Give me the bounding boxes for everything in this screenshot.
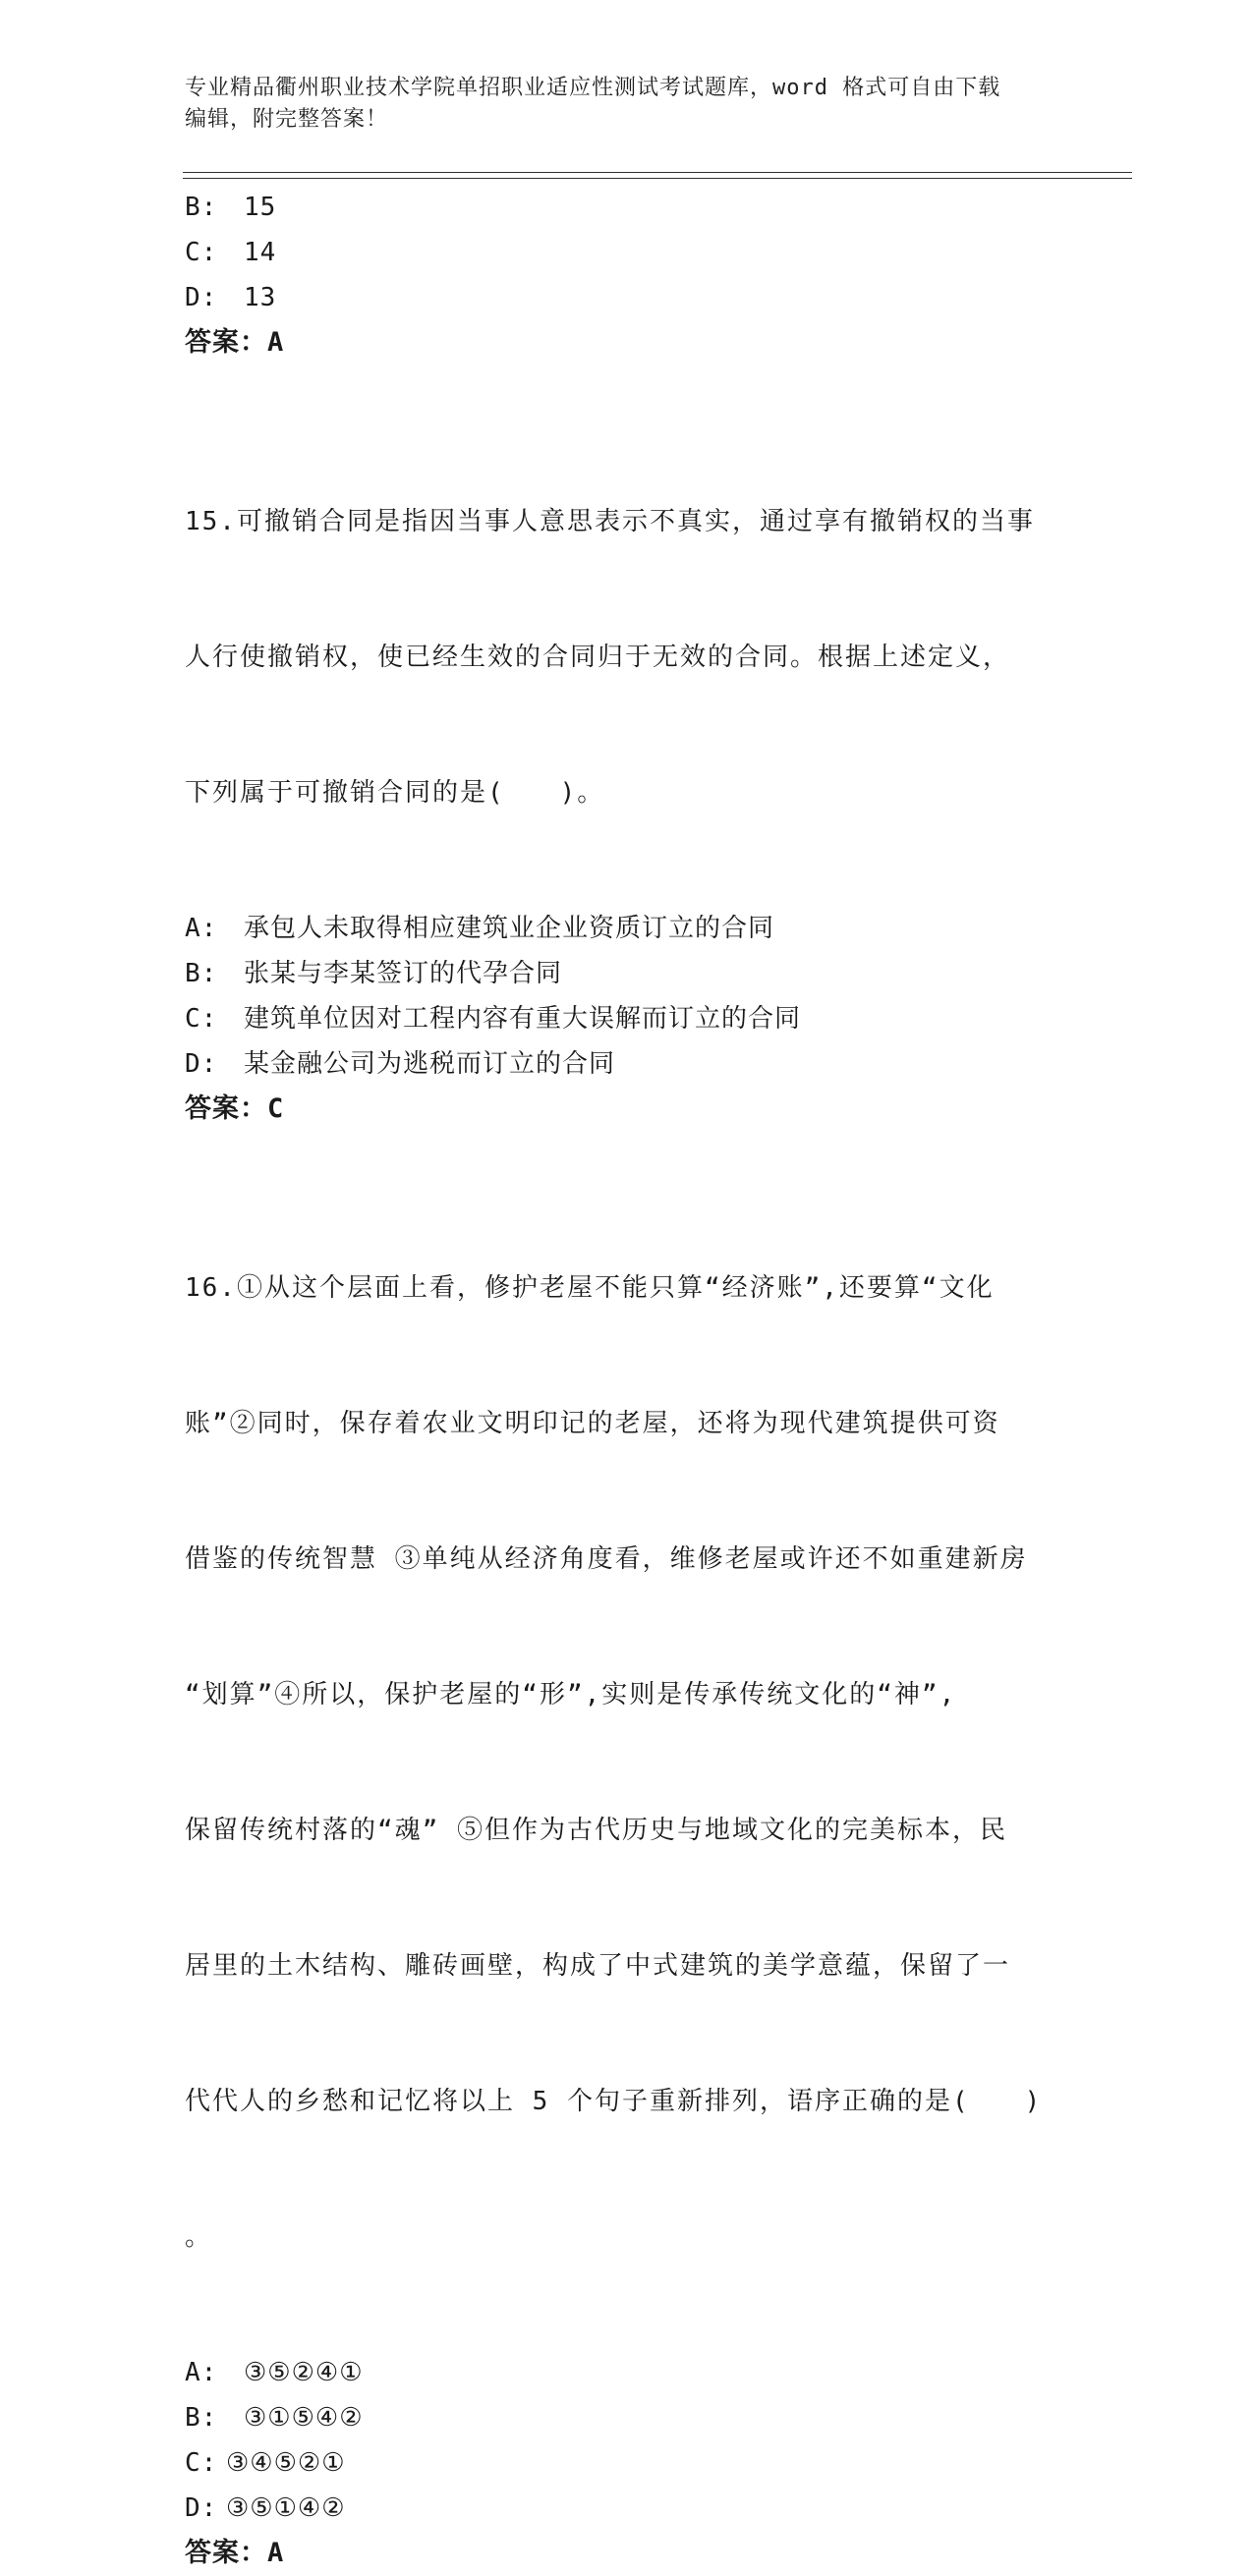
question-15-answer: 答案：C [185, 1093, 285, 1124]
option-letter: A: [185, 2358, 218, 2387]
option-a [185, 2350, 1069, 2395]
stem-line: “划算”④所以，保护老屋的“形”,实则是传承传统文化的“神”, [185, 1680, 957, 1709]
option-text: ③①⑤④② [244, 2403, 364, 2433]
option-a [185, 906, 1069, 951]
option-text: 13 [244, 283, 277, 312]
question-15-stem [185, 409, 1069, 906]
option-letter: C: [185, 2448, 218, 2478]
option-letter: C: [185, 1004, 218, 1034]
option-text: 承包人未取得相应建筑业企业资质订立的合同 [244, 914, 775, 943]
question-spacer [185, 365, 1069, 409]
question-14-options [185, 185, 1069, 365]
option-b [185, 2395, 1069, 2440]
question-16-stem [185, 1175, 1069, 2350]
question-16-answer: 答案：A [185, 2538, 285, 2568]
question-14-answer: 答案：A [185, 327, 285, 358]
option-letter: A: [185, 914, 218, 943]
option-text: ③⑤①④② [226, 2493, 346, 2523]
page-header [185, 73, 1050, 136]
option-d [185, 2486, 1069, 2531]
document-body [185, 185, 1069, 2576]
option-letter: D: [185, 2493, 218, 2523]
option-b [185, 185, 1069, 230]
option-c [185, 996, 1069, 1041]
stem-line: 人行使撤销权，使已经生效的合同归于无效的合同。根据上述定义， [185, 643, 1011, 672]
option-letter: B: [185, 959, 218, 988]
option-letter: B: [185, 193, 218, 222]
option-letter: C: [185, 238, 218, 267]
option-text: 14 [244, 238, 277, 267]
header-divider-bottom [183, 178, 1132, 179]
option-letter: D: [185, 1049, 218, 1079]
option-c [185, 2440, 1069, 2486]
option-d [185, 1041, 1069, 1087]
option-text: ③④⑤②① [226, 2448, 346, 2478]
option-letter: D: [185, 283, 218, 312]
option-c [185, 230, 1069, 275]
stem-line: 16.①从这个层面上看，修护老屋不能只算“经济账”,还要算“文化 [185, 1273, 995, 1303]
stem-line: 居里的土木结构、雕砖画壁，构成了中式建筑的美学意蕴，保留了一 [185, 1951, 1011, 1981]
stem-line: 账”②同时，保存着农业文明印记的老屋，还将为现代建筑提供可资 [185, 1409, 1000, 1438]
option-text: 建筑单位因对工程内容有重大误解而订立的合同 [244, 1004, 802, 1034]
question-16 [185, 1175, 1069, 2576]
stem-line: 。 [185, 2222, 213, 2252]
option-b [185, 951, 1069, 996]
header-divider-top [183, 172, 1132, 173]
stem-line: 15.可撤销合同是指因当事人意思表示不真实，通过享有撤销权的当事 [185, 507, 1035, 536]
option-text: ③⑤②④① [244, 2358, 364, 2387]
option-text: 张某与李某签订的代孕合同 [244, 959, 563, 988]
stem-line: 下列属于可撤销合同的是( )。 [185, 778, 605, 808]
option-text: 某金融公司为逃税而订立的合同 [244, 1049, 616, 1079]
header-line-1: 专业精品衢州职业技术学院单招职业适应性测试考试题库，word 格式可自由下载 [185, 76, 1001, 100]
header-line-2: 编辑，附完整答案！ [185, 107, 389, 132]
question-spacer [185, 1132, 1069, 1175]
stem-line: 代代人的乡愁和记忆将以上 5 个句子重新排列，语序正确的是( ) [185, 2087, 1043, 2116]
stem-line: 保留传统村落的“魂” ⑤但作为古代历史与地域文化的完美标本，民 [185, 1816, 1007, 1845]
option-d [185, 275, 1069, 320]
option-letter: B: [185, 2403, 218, 2433]
stem-line: 借鉴的传统智慧 ③单纯从经济角度看，维修老屋或许还不如重建新房 [185, 1544, 1028, 1574]
question-15 [185, 409, 1069, 1132]
option-text: 15 [244, 193, 277, 222]
